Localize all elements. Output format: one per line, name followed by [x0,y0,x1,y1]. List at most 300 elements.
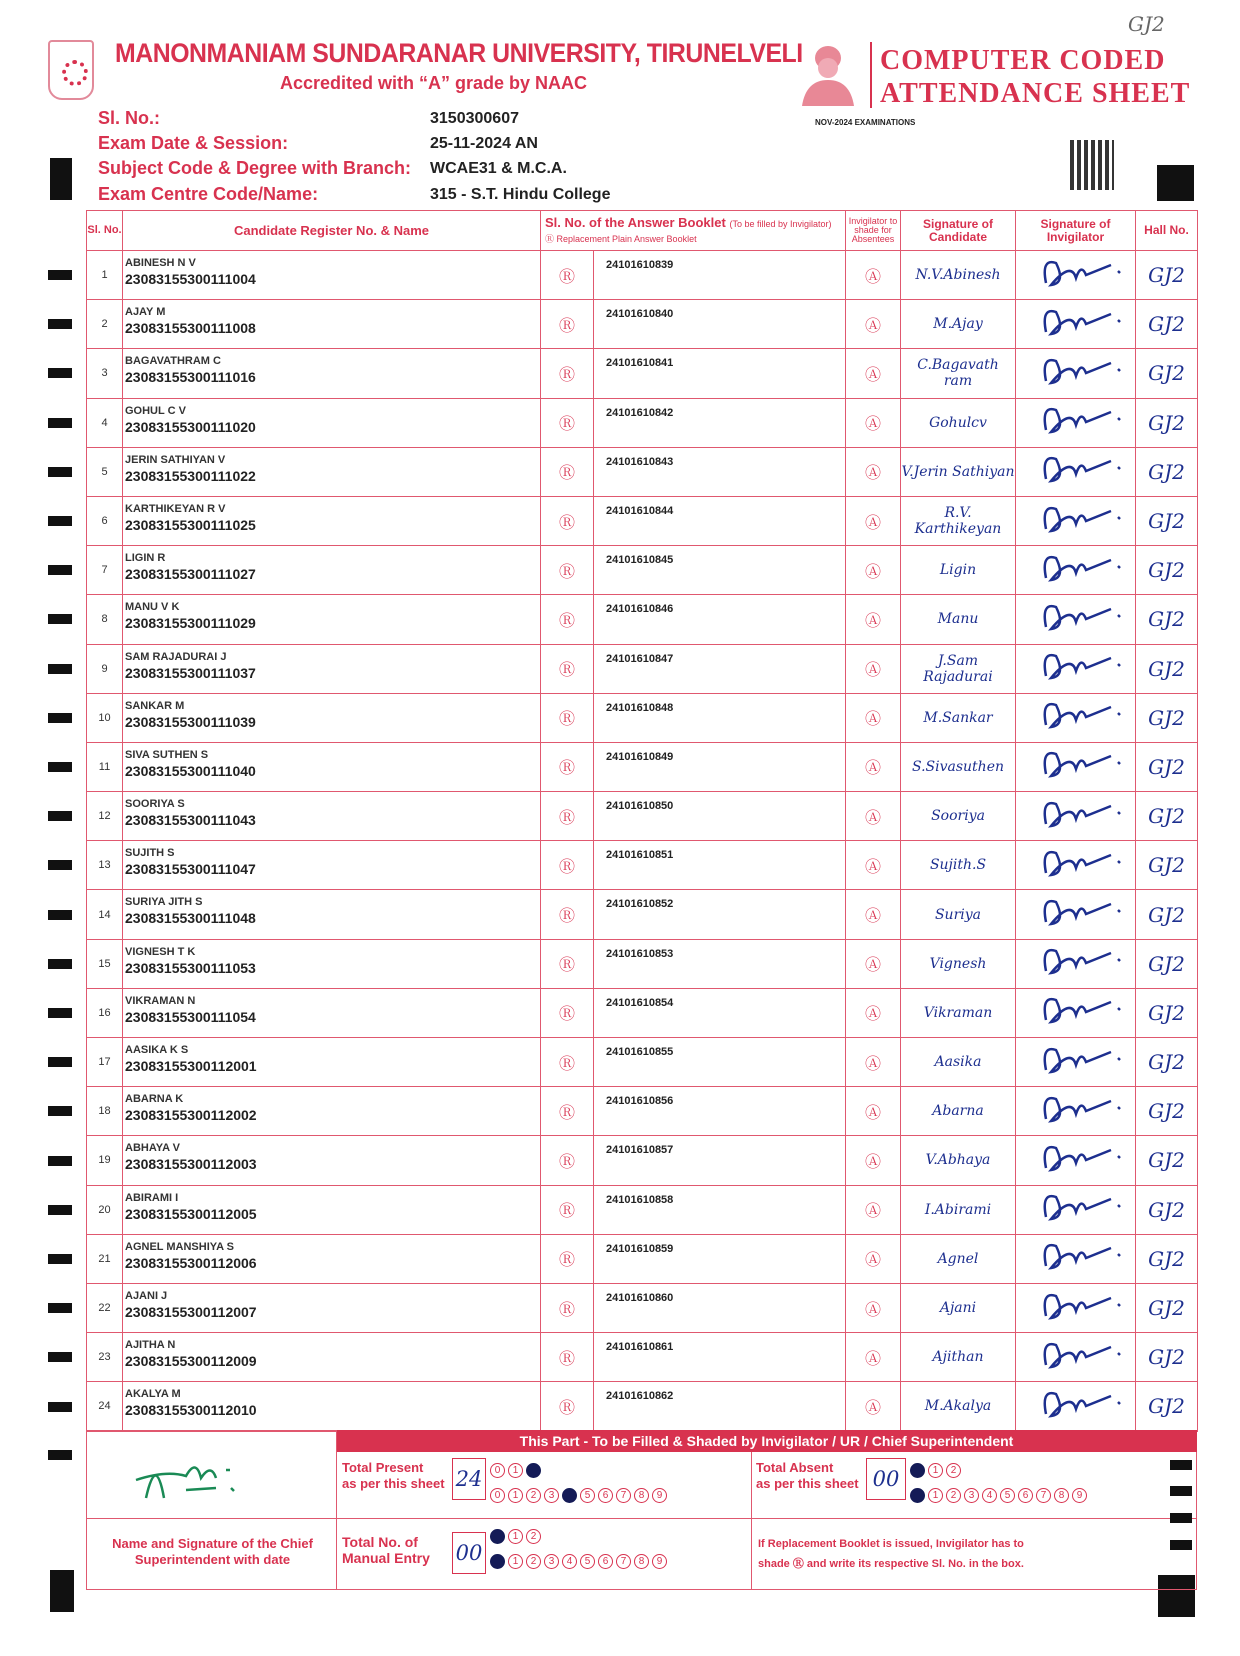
manual-label-2: Manual Entry [342,1550,430,1566]
replacement-bubble[interactable]: Ⓡ [541,251,594,300]
candidate-signature: Sooriya [901,792,1016,841]
absent-units-bubble-9[interactable]: 9 [1072,1488,1087,1503]
candidate-signature: Ligin [901,546,1016,595]
invigilator-signature-scribble [1026,351,1126,391]
centre-label: Exam Centre Code/Name: [98,184,319,204]
manual-tens-bubble-2[interactable]: 2 [526,1529,541,1544]
invigilator-signature-scribble [1026,695,1126,735]
hall-number: GJ2 [1136,742,1198,791]
register-number: 23083155300111025 [125,516,256,533]
replacement-bubble[interactable]: Ⓡ [541,742,594,791]
replacement-instruction: If Replacement Booklet is issued, Invigilator has to shade Ⓡ and write its respective Sl. No. in the box. [758,1538,1024,1570]
register-number: 23083155300111039 [125,713,256,730]
absent-bubble[interactable]: Ⓐ [846,890,901,939]
hall-number: GJ2 [1136,398,1198,447]
replacement-bubble[interactable]: Ⓡ [541,447,594,496]
candidate-name: KARTHIKEYAN R V [125,502,226,515]
candidate-signature: M.Akalya [901,1382,1016,1431]
manual-value-box[interactable]: 00 [452,1532,486,1574]
invigilator-signature-scribble [1026,253,1126,293]
candidate-cell [123,1087,541,1136]
booklet-number: 24101610844 [594,496,846,545]
replacement-bubble[interactable]: Ⓡ [541,1234,594,1283]
invigilator-signature [1016,1185,1136,1234]
absent-bubble[interactable]: Ⓐ [846,546,901,595]
table-row [87,1136,1198,1185]
absent-units-bubble-8[interactable]: 8 [1054,1488,1069,1503]
absent-bubble[interactable]: Ⓐ [846,1234,901,1283]
candidate-name: AGNEL MANSHIYA S [125,1240,235,1253]
candidate-signature: N.V.Abinesh [901,251,1016,300]
candidate-cell [123,693,541,742]
absent-tens-bubble-1[interactable]: 1 [928,1463,943,1478]
candidate-cell [123,841,541,890]
candidate-signature: Ajani [901,1283,1016,1332]
booklet-number: 24101610843 [594,447,846,496]
invigilator-signature [1016,1333,1136,1382]
invigilator-signature [1016,251,1136,300]
candidate-cell [123,300,541,349]
candidate-signature: Vignesh [901,939,1016,988]
present-units-bubble-0[interactable]: 0 [490,1488,505,1503]
candidate-signature: Suriya [901,890,1016,939]
candidate-cell [123,890,541,939]
timing-mark [48,811,72,821]
replacement-bubble[interactable]: Ⓡ [541,349,594,398]
absent-units-bubble-5[interactable]: 5 [1000,1488,1015,1503]
manual-units-bubble-2[interactable]: 2 [526,1554,541,1569]
replacement-bubble[interactable]: Ⓡ [541,595,594,644]
table-row [87,398,1198,447]
subject-value: WCAE31 & M.C.A. [430,160,567,177]
invigilator-signature [1016,1038,1136,1087]
invigilator-signature [1016,1234,1136,1283]
register-number: 23083155300111053 [125,959,256,976]
absent-bubble[interactable]: Ⓐ [846,1283,901,1332]
hall-number: GJ2 [1136,1038,1198,1087]
invigilator-signature-scribble [1026,1138,1126,1178]
register-number: 23083155300112009 [125,1353,257,1370]
hall-number: GJ2 [1136,988,1198,1037]
candidate-cell [123,251,541,300]
present-units-bubble-8[interactable]: 8 [634,1488,649,1503]
registration-mark [1157,165,1194,201]
handwritten-hall-code: GJ2 [1128,12,1165,36]
invigilator-signature-scribble [1026,1187,1126,1227]
replacement-bubble[interactable]: Ⓡ [541,1333,594,1382]
register-number: 23083155300112006 [125,1254,257,1271]
register-number: 23083155300111054 [125,1008,256,1025]
booklet-number: 24101610857 [594,1136,846,1185]
replacement-bubble[interactable]: Ⓡ [541,1283,594,1332]
replacement-bubble[interactable]: Ⓡ [541,546,594,595]
candidate-cell [123,939,541,988]
present-label [342,1460,445,1492]
timing-mark [48,1402,72,1412]
invigilator-signature-scribble [1026,1335,1126,1375]
absent-units-bubble-6[interactable]: 6 [1018,1488,1033,1503]
timing-mark [48,664,72,674]
absent-label-1: Total Absent [756,1460,834,1475]
absent-bubble[interactable]: Ⓐ [846,595,901,644]
table-row [87,1333,1198,1382]
booklet-number: 24101610860 [594,1283,846,1332]
candidate-name: JERIN SATHIYAN V [125,453,226,466]
present-units-bubble-1[interactable]: 1 [508,1488,523,1503]
candidate-cell [123,644,541,693]
register-number: 23083155300112002 [125,1107,257,1124]
present-units-bubble-9[interactable]: 9 [652,1488,667,1503]
candidate-signature: C.Bagavath ram [901,349,1016,398]
table-row [87,300,1198,349]
candidate-name: ABIRAMI I [125,1191,179,1204]
candidate-cell [123,398,541,447]
present-label-1: Total Present [342,1460,424,1475]
invigilator-signature-scribble [1026,1040,1126,1080]
timing-mark [1170,1513,1192,1523]
absent-units-bubble-3[interactable]: 3 [964,1488,979,1503]
booklet-number: 24101610855 [594,1038,846,1087]
col-booklet [541,211,846,251]
manual-units-bubble-6[interactable]: 6 [598,1554,613,1569]
manual-units-bubble-4[interactable]: 4 [562,1554,577,1569]
invigilator-signature [1016,546,1136,595]
candidate-signature: Manu [901,595,1016,644]
present-units-bubble-7[interactable]: 7 [616,1488,631,1503]
chief-signature [126,1448,266,1508]
row-sl: 12 [87,792,123,841]
present-units-bubble-5[interactable]: 5 [580,1488,595,1503]
booklet-number: 24101610861 [594,1333,846,1382]
replacement-bubble[interactable]: Ⓡ [541,792,594,841]
absent-bubble[interactable]: Ⓐ [846,939,901,988]
founder-portrait [798,40,858,106]
invigilator-signature [1016,1382,1136,1431]
manual-units-bubble-9[interactable]: 9 [652,1554,667,1569]
centre-value: 315 - S.T. Hindu College [430,186,611,203]
table-row [87,251,1198,300]
invigilator-signature [1016,447,1136,496]
replacement-bubble[interactable]: Ⓡ [541,693,594,742]
table-row [87,988,1198,1037]
booklet-number: 24101610841 [594,349,846,398]
absent-tens-bubble-2[interactable]: 2 [946,1463,961,1478]
timing-mark [48,614,72,624]
row-sl: 14 [87,890,123,939]
replacement-bubble[interactable]: Ⓡ [541,300,594,349]
table-row [87,742,1198,791]
hall-number: GJ2 [1136,644,1198,693]
col-absentee [846,211,901,251]
absent-bubble[interactable]: Ⓐ [846,1038,901,1087]
table-row [87,644,1198,693]
candidate-signature: I.Abirami [901,1185,1016,1234]
table-row [87,890,1198,939]
invigilator-signature [1016,300,1136,349]
invigilator-signature [1016,349,1136,398]
absent-bubble[interactable]: Ⓐ [846,447,901,496]
invigilator-signature [1016,792,1136,841]
invigilator-signature-scribble [1026,843,1126,883]
hall-number: GJ2 [1136,447,1198,496]
absent-bubble[interactable]: Ⓐ [846,841,901,890]
row-sl: 3 [87,349,123,398]
manual-units-bubble-3[interactable]: 3 [544,1554,559,1569]
hall-number: GJ2 [1136,1087,1198,1136]
manual-units-bubble-0[interactable] [490,1554,505,1569]
candidate-name: SOORIYA S [125,798,185,811]
candidate-name: AJAY M [125,306,166,319]
candidate-name: ABHAYA V [125,1142,181,1155]
booklet-heading: Sl. No. of the Answer Booklet [545,214,726,230]
timing-mark [48,860,72,870]
candidate-name: VIKRAMAN N [125,994,196,1007]
sheet-title [880,44,1190,110]
invigilator-signature [1016,1283,1136,1332]
replacement-bubble[interactable]: Ⓡ [541,939,594,988]
table-row [87,1234,1198,1283]
absent-label-2: as per this sheet [756,1476,859,1491]
row-sl: 8 [87,595,123,644]
present-tens-bubble-0[interactable]: 0 [490,1463,505,1478]
registration-mark [50,1570,74,1612]
absent-bubble[interactable]: Ⓐ [846,1087,901,1136]
exam-label: NOV-2024 EXAMINATIONS [815,118,916,127]
booklet-number: 24101610846 [594,595,846,644]
candidate-signature: R.V. Karthikeyan [901,496,1016,545]
chief-label: Name and Signature of the Chief Superintendent with date [112,1536,313,1567]
hall-number: GJ2 [1136,1283,1198,1332]
absent-units-bubble-4[interactable]: 4 [982,1488,997,1503]
absent-bubble[interactable]: Ⓐ [846,644,901,693]
col-candidate: Candidate Register No. & Name [123,211,541,251]
sl-no-label: Sl. No.: [98,108,160,128]
invigilator-signature-scribble [1026,449,1126,489]
replacement-bubble[interactable]: Ⓡ [541,1185,594,1234]
timing-mark [48,418,72,428]
absent-units-bubble-1[interactable]: 1 [928,1488,943,1503]
absent-bubble[interactable]: Ⓐ [846,496,901,545]
register-number: 23083155300111047 [125,861,256,878]
row-sl: 6 [87,496,123,545]
invigilator-signature [1016,644,1136,693]
candidate-name: SAM RAJADURAI J [125,650,227,663]
candidate-signature: Sujith.S [901,841,1016,890]
hall-number: GJ2 [1136,1136,1198,1185]
replacement-bubble[interactable]: Ⓡ [541,1087,594,1136]
candidate-cell [123,1234,541,1283]
hall-number: GJ2 [1136,939,1198,988]
row-sl: 9 [87,644,123,693]
timing-mark [48,516,72,526]
replacement-bubble[interactable]: Ⓡ [541,890,594,939]
candidate-name: ABINESH N V [125,257,196,269]
table-row [87,546,1198,595]
row-sl: 22 [87,1283,123,1332]
invigilator-signature [1016,693,1136,742]
timing-mark [1170,1486,1192,1496]
table-row [87,496,1198,545]
candidate-signature: M.Ajay [901,300,1016,349]
manual-tens-bubble-0[interactable] [490,1529,505,1544]
present-units-bubble-3[interactable]: 3 [544,1488,559,1503]
absent-units-bubble-7[interactable]: 7 [1036,1488,1051,1503]
subject-label: Subject Code & Degree with Branch: [98,158,412,178]
booklet-number: 24101610839 [594,251,846,300]
timing-mark [48,910,72,920]
candidate-cell [123,1185,541,1234]
manual-units-bubble-8[interactable]: 8 [634,1554,649,1569]
candidate-name: SANKAR M [125,699,185,712]
invigilator-signature [1016,1136,1136,1185]
timing-mark [48,713,72,723]
candidate-cell [123,1038,541,1087]
invigilator-signature-scribble [1026,1286,1126,1326]
date-label: Exam Date & Session: [98,133,289,153]
row-sl: 16 [87,988,123,1037]
invigilator-signature [1016,988,1136,1037]
timing-mark [48,1352,72,1362]
booklet-number: 24101610856 [594,1087,846,1136]
timing-mark [1170,1540,1192,1550]
candidate-name: ABARNA K [125,1093,184,1106]
absent-bubble[interactable]: Ⓐ [846,1333,901,1382]
absent-bubble[interactable]: Ⓐ [846,988,901,1037]
replacement-bubble[interactable]: Ⓡ [541,1038,594,1087]
candidate-name: MANU V K [125,601,180,614]
booklet-number: 24101610852 [594,890,846,939]
hall-number: GJ2 [1136,349,1198,398]
present-units-bubble-2[interactable]: 2 [526,1488,541,1503]
booklet-number: 24101610858 [594,1185,846,1234]
row-sl: 10 [87,693,123,742]
manual-units-bubble-7[interactable]: 7 [616,1554,631,1569]
candidate-name: SUJITH S [125,847,175,860]
absent-bubble[interactable]: Ⓐ [846,792,901,841]
invigilator-signature [1016,742,1136,791]
replacement-bubble[interactable]: Ⓡ [541,1136,594,1185]
booklet-number: 24101610842 [594,398,846,447]
hall-number: GJ2 [1136,595,1198,644]
timing-mark [48,959,72,969]
present-label-2: as per this sheet [342,1476,445,1491]
absent-bubble[interactable]: Ⓐ [846,1185,901,1234]
table-row [87,1283,1198,1332]
manual-units-bubble-5[interactable]: 5 [580,1554,595,1569]
divider [870,42,872,108]
hall-number: GJ2 [1136,1234,1198,1283]
replacement-bubble[interactable]: Ⓡ [541,841,594,890]
booklet-number: 24101610851 [594,841,846,890]
replacement-bubble[interactable]: Ⓡ [541,988,594,1037]
booklet-number: 24101610854 [594,988,846,1037]
present-tens-bubble-1[interactable]: 1 [508,1463,523,1478]
invigilator-signature [1016,841,1136,890]
table-row [87,1087,1198,1136]
absent-units-bubble-0[interactable] [910,1488,925,1503]
absent-bubble[interactable]: Ⓐ [846,1382,901,1431]
register-number: 23083155300111037 [125,664,256,681]
manual-tens-bubble-1[interactable]: 1 [508,1529,523,1544]
absent-bubble[interactable]: Ⓐ [846,398,901,447]
timing-mark [48,467,72,477]
candidate-cell [123,1136,541,1185]
register-number: 23083155300111027 [125,566,256,583]
manual-units-bubble-1[interactable]: 1 [508,1554,523,1569]
col-sig-candidate: Signature of Candidate [901,211,1016,251]
invigilator-signature-scribble [1026,646,1126,686]
present-tens-bubble-2[interactable] [526,1463,541,1478]
candidate-cell [123,988,541,1037]
candidate-signature: M.Sankar [901,693,1016,742]
booklet-number: 24101610859 [594,1234,846,1283]
present-units-bubble-4[interactable] [562,1488,577,1503]
summary-banner: This Part - To be Filled & Shaded by Invigilator / UR / Chief Superintendent [336,1430,1197,1452]
row-sl: 19 [87,1136,123,1185]
replacement-bubble[interactable]: Ⓡ [541,1382,594,1431]
invigilator-signature [1016,890,1136,939]
booklet-number: 24101610850 [594,792,846,841]
register-number: 23083155300112003 [125,1156,257,1173]
row-sl: 24 [87,1382,123,1431]
register-number: 23083155300112010 [125,1402,257,1419]
present-units-bubble-6[interactable]: 6 [598,1488,613,1503]
candidate-cell [123,742,541,791]
invigilator-signature [1016,939,1136,988]
candidate-signature: Vikraman [901,988,1016,1037]
absent-bubble[interactable]: Ⓐ [846,251,901,300]
candidate-cell [123,447,541,496]
timing-mark [48,270,72,280]
absent-bubble[interactable]: Ⓐ [846,1136,901,1185]
absent-units-bubble-2[interactable]: 2 [946,1488,961,1503]
absent-bubble[interactable]: Ⓐ [846,349,901,398]
timing-mark [48,1450,72,1460]
booklet-number: 24101610849 [594,742,846,791]
table-row [87,693,1198,742]
candidate-cell [123,349,541,398]
absent-value-box[interactable]: 00 [866,1458,906,1500]
candidate-name: SIVA SUTHEN S [125,748,209,761]
replacement-bubble[interactable]: Ⓡ [541,398,594,447]
candidate-cell [123,1283,541,1332]
absent-bubble[interactable]: Ⓐ [846,693,901,742]
register-number: 23083155300111022 [125,467,256,484]
candidate-signature: J.Sam Rajadurai [901,644,1016,693]
absent-tens-bubble-0[interactable] [910,1463,925,1478]
register-number: 23083155300111008 [125,320,256,337]
candidate-cell [123,1382,541,1431]
candidate-signature: Gohulcv [901,398,1016,447]
candidate-signature: V.Abhaya [901,1136,1016,1185]
candidate-cell [123,546,541,595]
absent-bubble[interactable]: Ⓐ [846,300,901,349]
row-sl: 2 [87,300,123,349]
hall-number: GJ2 [1136,841,1198,890]
table-row [87,841,1198,890]
replacement-bubble[interactable]: Ⓡ [541,644,594,693]
replacement-bubble[interactable]: Ⓡ [541,496,594,545]
row-sl: 5 [87,447,123,496]
absent-bubble[interactable]: Ⓐ [846,742,901,791]
row-sl: 7 [87,546,123,595]
booklet-number: 24101610848 [594,693,846,742]
col-sl: Sl. No. [87,211,123,251]
register-number: 23083155300112005 [125,1205,257,1222]
manual-label-1: Total No. of [342,1534,418,1550]
present-value-box[interactable]: 24 [452,1458,486,1500]
hall-number: GJ2 [1136,792,1198,841]
